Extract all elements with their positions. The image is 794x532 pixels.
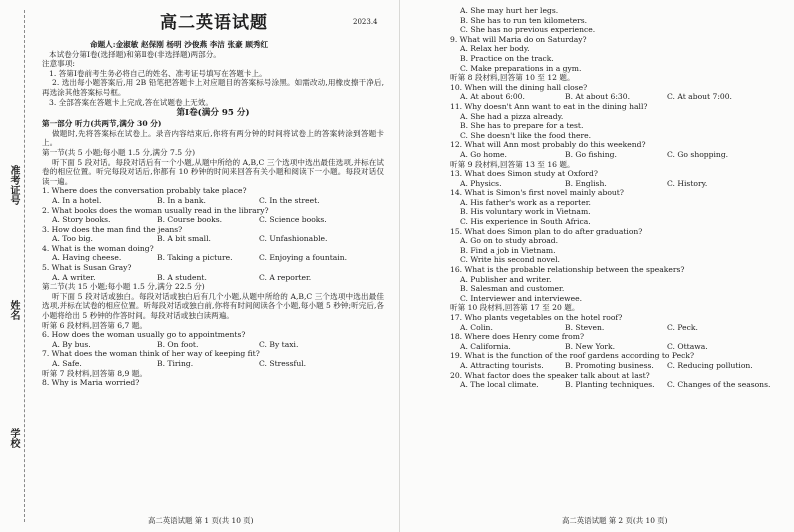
option-c[interactable]: C. Ottawa.	[667, 341, 708, 351]
margin-label-name: 姓名	[8, 300, 19, 320]
section-1-intro: 做题时,先将答案标在试卷上。录音内容结束后,你将有两分钟的时间将试卷上的答案转涂到答题卡上。	[42, 128, 384, 148]
option-b[interactable]: B. Planting techniques.	[565, 380, 655, 390]
margin-label-exam-number: 准考证号	[8, 165, 19, 205]
paper-structure-note: 本试卷分第Ⅰ卷(选择题)和第Ⅱ卷(非选择题)两部分。	[49, 49, 221, 59]
option-a[interactable]: A. Having cheese.	[52, 253, 122, 263]
question-20: 20. What factor does the speaker talk about at last?	[450, 370, 650, 380]
q16-option-c[interactable]: C. Interviewer and interviewee.	[460, 293, 582, 303]
q16-option-b[interactable]: B. Salesman and customer.	[460, 284, 565, 294]
q11-option-b[interactable]: B. She has to prepare for a test.	[460, 121, 584, 131]
question-15: 15. What does Simon plan to do after graduation?	[450, 226, 643, 236]
note-1: 1. 答第Ⅰ卷前考生务必将自己的姓名、准考证号填写在答题卡上。	[49, 68, 267, 78]
option-b[interactable]: B. English.	[565, 178, 607, 188]
option-c[interactable]: C. Reducing pollution.	[667, 360, 753, 370]
q15-option-c[interactable]: C. Write his second novel.	[460, 255, 560, 265]
material-8-instruction: 听第 8 段材料,回答第 10 至 12 题。	[450, 73, 575, 83]
q14-option-a[interactable]: A. His father's work as a reporter.	[460, 197, 591, 207]
note-2: 2. 选出每小题答案后,用 2B 铅笔把答题卡上对应题目的答案标号涂黑。如需改动,用橡皮擦干净后,再选涂其他答案标号框。	[42, 78, 384, 97]
question-7-options	[42, 359, 384, 369]
question-13-options	[450, 179, 786, 189]
subsection-1-heading: 第一节(共 5 小题;每小题 1.5 分,满分 7.5 分)	[42, 147, 196, 157]
option-a[interactable]: A. At about 6:00.	[460, 92, 525, 102]
option-b[interactable]: B. At about 6:30.	[565, 92, 631, 102]
option-a[interactable]: A. Colin.	[460, 322, 493, 332]
q15-option-a[interactable]: A. Go on to study abroad.	[460, 236, 559, 246]
question-10: 10. When will the dining hall close?	[450, 82, 588, 92]
right-column	[450, 6, 786, 390]
question-5: 5. What is Susan Gray?	[42, 263, 132, 273]
question-12-options	[450, 150, 786, 160]
material-9-instruction: 听第 9 段材料,回答第 13 至 16 题。	[450, 159, 575, 169]
option-b[interactable]: B. Go fishing.	[565, 149, 617, 159]
question-2: 2. What books does the woman usually read in the library?	[42, 205, 269, 215]
option-b[interactable]: B. In a bank.	[157, 195, 206, 205]
option-a[interactable]: A. Too big.	[52, 234, 93, 244]
option-c[interactable]: C. Science books.	[259, 215, 327, 225]
option-a[interactable]: A. The local climate.	[460, 380, 539, 390]
left-column	[42, 40, 384, 388]
question-17-options	[450, 323, 786, 333]
q16-option-a[interactable]: A. Publisher and writer.	[460, 274, 552, 284]
question-20-options	[450, 380, 786, 390]
option-a[interactable]: A. By bus.	[52, 339, 91, 349]
question-6-options	[42, 340, 384, 350]
option-b[interactable]: B. Taking a picture.	[157, 253, 233, 263]
question-3-options	[42, 234, 384, 244]
material-7-instruction: 听第 7 段材料,回答第 8,9 题。	[42, 368, 147, 378]
option-a[interactable]: A. Attracting tourists.	[460, 360, 544, 370]
option-c[interactable]: C. Go shopping.	[667, 149, 729, 159]
option-a[interactable]: A. A writer.	[52, 272, 96, 282]
question-1-options	[42, 196, 384, 206]
q8-option-b[interactable]: B. She has to run ten kilometers.	[460, 15, 588, 25]
section-1-heading: 第一部分 听力(共两节,满分 30 分)	[42, 119, 162, 129]
material-6-instruction: 听第 6 段材料,回答第 6,7 题。	[42, 320, 147, 330]
subsection-1-intro: 听下面 5 段对话。每段对话后有一个小题,从题中所给的 A,B,C 三个选项中选出最佳选项,并标在试卷的相应位置。听完每段对话后,你都有 10 秒钟的时间来回答有关小题和阅读下一小题。每段对话仅读一遍。	[42, 157, 384, 186]
option-a[interactable]: A. Story books.	[52, 215, 111, 225]
question-2-options	[42, 215, 384, 225]
question-18: 18. Where does Henry come from?	[450, 332, 585, 342]
exam-date: 2023.4	[353, 18, 378, 26]
option-c[interactable]: C. At about 7:00.	[667, 92, 732, 102]
binding-dashed-line	[24, 10, 25, 522]
question-6: 6. How does the woman usually go to appointments?	[42, 330, 246, 340]
q14-option-c[interactable]: C. His experience in South Africa.	[460, 217, 591, 227]
option-c[interactable]: C. History.	[667, 178, 708, 188]
q9-option-a[interactable]: A. Relax her body.	[460, 44, 530, 54]
option-b[interactable]: B. New York.	[565, 341, 616, 351]
q11-option-a[interactable]: A. She had a pizza already.	[460, 111, 564, 121]
subsection-2-intro: 听下面 5 段对话或独白。每段对话或独白后有几个小题,从题中所给的 A,B,C 三个选项中选出最佳选项,并标在试卷的相应位置。听每段对话或独白前,你将有时间阅读各个小题,每小题 5 秒钟;听完后,各小题将给出 5 秒钟的作答时间。每段对话或独白读两遍。	[42, 291, 384, 321]
option-c[interactable]: C. By taxi.	[259, 339, 299, 349]
part-1-heading: 第Ⅰ卷(满分 95 分)	[176, 108, 250, 119]
q14-option-b[interactable]: B. His voluntary work in Vietnam.	[460, 207, 591, 217]
note-3: 3. 全部答案在答题卡上完成,答在试题卷上无效。	[49, 97, 213, 107]
question-5-options	[42, 273, 384, 283]
question-11: 11. Why doesn't Ann want to eat in the dining hall?	[450, 101, 648, 111]
q9-option-c[interactable]: C. Make preparations in a gym.	[460, 63, 582, 73]
question-7: 7. What does the woman think of her way of keeping fit?	[42, 349, 260, 359]
question-14: 14. What is Simon's first novel mainly about?	[450, 188, 624, 198]
question-19: 19. What is the function of the roof gardens according to Peck?	[450, 351, 695, 361]
option-b[interactable]: B. Promoting business.	[565, 360, 654, 370]
option-b[interactable]: B. A student.	[157, 272, 207, 282]
question-10-options	[450, 92, 786, 102]
option-a[interactable]: A. Go home.	[460, 149, 507, 159]
question-4: 4. What is the woman doing?	[42, 243, 154, 253]
q9-option-b[interactable]: B. Practice on the track.	[460, 53, 554, 63]
margin-label-school: 学校	[8, 428, 19, 448]
question-17: 17. Who plants vegetables on the hotel roof?	[450, 313, 623, 322]
option-c[interactable]: C. Stressful.	[259, 359, 307, 368]
option-c[interactable]: C. A reporter.	[259, 272, 312, 282]
option-b[interactable]: B. Course books.	[157, 215, 223, 225]
question-19-options	[450, 361, 786, 371]
notes-heading: 注意事项:	[42, 59, 75, 69]
question-13: 13. What does Simon study at Oxford?	[450, 169, 598, 179]
option-b[interactable]: B. A bit small.	[157, 234, 211, 244]
authors-line: 命题人:金淑敏 赵保刚 杨明 沙俊燕 李洁 张豪 顾秀红	[90, 40, 269, 49]
page-1-footer: 高二英语试题 第 1 页(共 10 页)	[148, 516, 254, 525]
exam-page-2	[400, 0, 794, 532]
option-b[interactable]: B. Tiring.	[157, 359, 194, 368]
q11-option-c[interactable]: C. She doesn't like the food there.	[460, 130, 592, 140]
question-9: 9. What will Maria do on Saturday?	[450, 34, 587, 44]
option-b[interactable]: B. Steven.	[565, 322, 605, 332]
q8-option-c[interactable]: C. She has no previous experience.	[460, 25, 596, 35]
option-c[interactable]: C. Unfashionable.	[259, 234, 328, 244]
page-2-footer: 高二英语试题 第 2 页(共 10 页)	[562, 516, 668, 525]
option-c[interactable]: C. Changes of the seasons.	[667, 380, 771, 390]
q8-option-a[interactable]: A. She may hurt her legs.	[460, 6, 559, 15]
material-10-instruction: 听第 10 段材料,回答第 17 至 20 题。	[450, 303, 580, 313]
option-c[interactable]: C. Peck.	[667, 322, 698, 332]
page-title: 高二英语试题	[160, 13, 268, 33]
option-b[interactable]: B. On foot.	[157, 339, 199, 349]
option-c[interactable]: C. In the street.	[259, 195, 320, 205]
question-18-options	[450, 342, 786, 352]
option-a[interactable]: A. Physics.	[460, 178, 502, 188]
option-a[interactable]: A. California.	[460, 341, 511, 351]
question-3: 3. How does the man find the jeans?	[42, 224, 183, 234]
question-8: 8. Why is Maria worried?	[42, 378, 140, 388]
question-12: 12. What will Ann most probably do this weekend?	[450, 140, 646, 150]
question-4-options	[42, 253, 384, 263]
question-1: 1. Where does the conversation probably take place?	[42, 186, 247, 196]
option-c[interactable]: C. Enjoying a fountain.	[259, 253, 348, 263]
q15-option-b[interactable]: B. Find a job in Vietnam.	[460, 245, 556, 255]
option-a[interactable]: A. Safe.	[52, 359, 82, 368]
question-16: 16. What is the probable relationship between the speakers?	[450, 265, 685, 275]
option-a[interactable]: A. In a hotel.	[52, 195, 102, 205]
subsection-2-heading: 第二节(共 15 小题;每小题 1.5 分,满分 22.5 分)	[42, 282, 205, 292]
